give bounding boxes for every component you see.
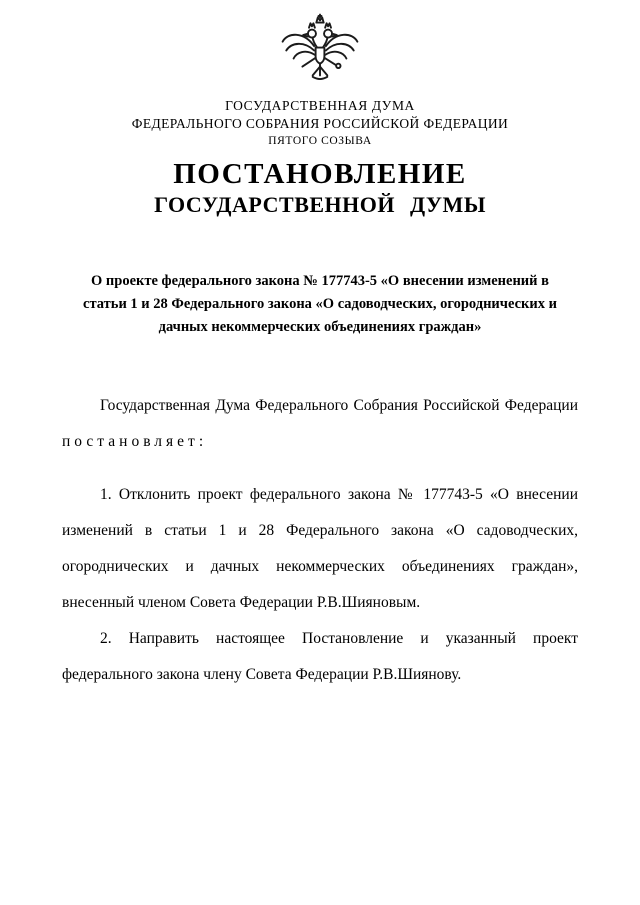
document-body <box>62 388 578 694</box>
org-name-line1: ГОСУДАРСТВЕННАЯ ДУМА <box>225 98 415 113</box>
body-paragraph-2: 2. Направить настоящее Постановление и указанный проект федерального закона члену Совета Федерации Р.В.Шиянову. <box>62 630 578 684</box>
document-type-heading: ПОСТАНОВЛЕНИЕ <box>173 158 467 191</box>
emblem-container <box>62 12 578 91</box>
document-title: О проекте федерального закона № 177743-5 «О внесении изменений в статьи 1 и 28 Федерального закона «О садоводческих, огороднических и дачных некоммерческих объединениях граждан» <box>83 272 557 336</box>
body-paragraph-1: 1. Отклонить проект федерального закона № 177743-5 «О внесении изменений в статьи 1 и 28 Федерального закона «О садоводческих, огороднических и дачных некоммерческих объединениях граждан», внесенный членом Совета Федерации Р.В.Шияновым. <box>62 485 578 612</box>
intro-emphasis-word: постановляет: <box>62 432 208 450</box>
org-name-line2: ФЕДЕРАЛЬНОГО СОБРАНИЯ РОССИЙСКОЙ ФЕДЕРАЦИИ <box>131 115 509 131</box>
document-org-heading: ГОСУДАРСТВЕННОЙ ДУМЫ <box>154 192 486 218</box>
org-convocation-line: ПЯТОГО СОЗЫВА <box>268 134 372 147</box>
russian-coat-of-arms-icon <box>276 12 364 86</box>
intro-text: Государственная Дума Федерального Собрания Российской Федерации <box>100 396 578 414</box>
intro-paragraph <box>62 388 578 460</box>
header-org-block <box>62 97 578 150</box>
